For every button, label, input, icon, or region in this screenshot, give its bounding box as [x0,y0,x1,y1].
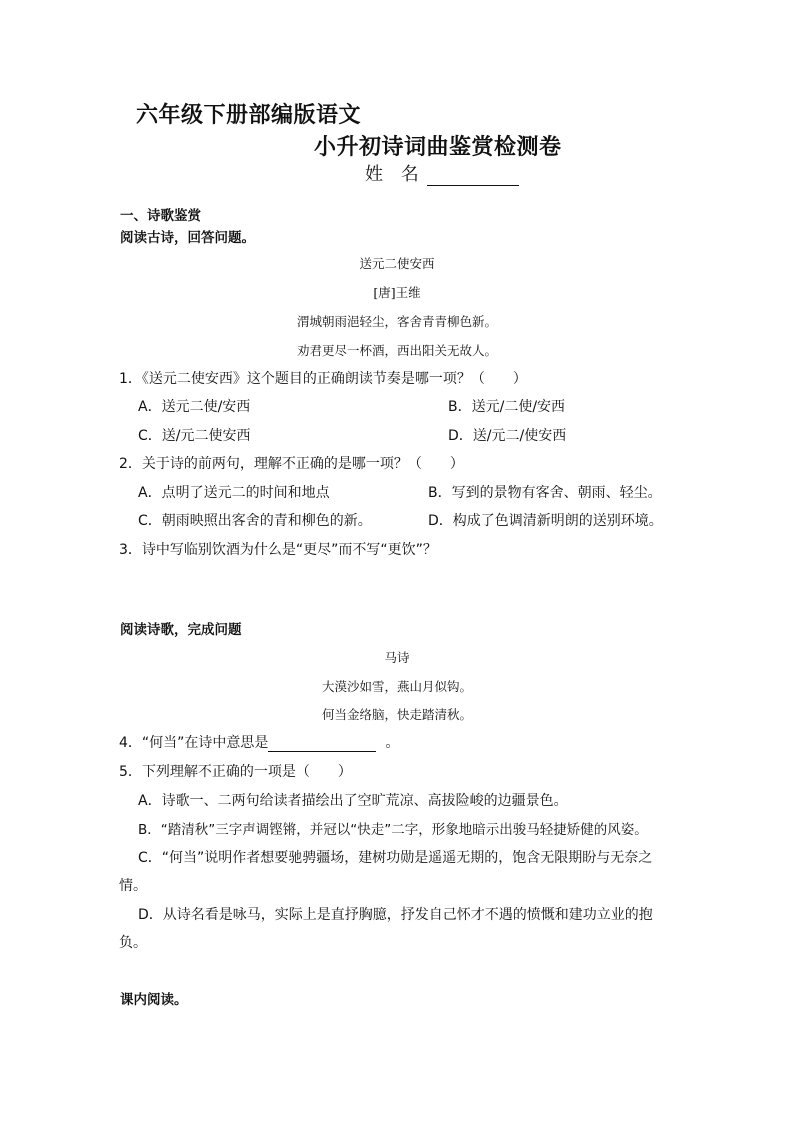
q2-option-a: A．点明了送元二的时间和地点 [138,485,330,501]
poem1-line2: 劝君更尽一杯酒，西出阳关无故人。 [296,343,497,358]
name-label: 姓 名 [365,164,425,185]
poem1-line1: 渭城朝雨浥轻尘，客舍青青柳色新。 [296,314,497,329]
question-1: 1．《送元二使安西》这个题目的正确朗读节奏是哪一项？（ ） [119,371,527,387]
q2-option-d: D．构成了色调清新明朗的送别环境。 [428,513,663,529]
section3-instruction: 课内阅读。 [120,992,188,1008]
name-field [365,160,519,186]
section1-instruction: 阅读古诗，回答问题。 [120,230,255,246]
question-3: 3．诗中写临别饮酒为什么是“更尽”而不写“更饮”？ [119,542,437,558]
document-subtitle: 小升初诗词曲鉴赏检测卷 [314,134,562,160]
q1-option-c: C．送/元二使安西 [138,428,251,444]
poem2-line2: 何当金络脑，快走踏清秋。 [321,707,472,722]
section2-instruction: 阅读诗歌，完成问题 [120,622,242,638]
q5-option-b: B．“踏清秋”三字声调铿锵，并冠以“快走”二字，形象地暗示出骏马轻捷矫健的风姿。 [138,822,648,838]
q2-option-b: B．写到的景物有客舍、朝雨、轻尘。 [428,485,662,501]
q1-option-d: D．送/元二/使安西 [448,428,567,444]
name-blank[interactable] [427,167,519,186]
question-4 [119,732,399,752]
q5-option-c: C．“何当”说明作者想要驰骋疆场，建树功勋是遥遥无期的，饱含无限期盼与无奈之 [138,850,653,866]
q4-answer-blank[interactable] [268,737,376,752]
q5-option-d: D．从诗名看是咏马，实际上是直抒胸臆，抒发自己怀才不遇的愤慨和建功立业的抱 [138,907,653,923]
poem2-title: 马诗 [384,650,410,665]
q5-option-c-continued: 情。 [119,878,147,894]
poem1-author: [唐]王维 [373,285,421,300]
poem2-line1: 大漠沙如雪，燕山月似钩。 [321,679,472,694]
section1-heading: 一、诗歌鉴赏 [120,208,201,224]
q2-option-c: C．朝雨映照出客舍的青和柳色的新。 [138,513,372,529]
q1-option-b: B．送元/二使/安西 [448,399,566,415]
q1-option-a: A．送元二使/安西 [138,399,251,415]
question-2: 2．关于诗的前两句，理解不正确的是哪一项？（ ） [119,456,464,472]
q4-prefix: 4．“何当”在诗中意思是 [119,735,269,751]
q5-option-d-continued: 负。 [119,935,147,951]
document-title: 六年级下册部编版语文 [136,102,362,128]
question-5: 5．下列理解不正确的一项是（ ） [119,764,352,780]
q4-suffix: 。 [385,735,400,751]
q5-option-a: A．诗歌一、二两句给读者描绘出了空旷荒凉、高拔险峻的边疆景色。 [138,793,568,809]
poem1-title: 送元二使安西 [359,256,435,271]
